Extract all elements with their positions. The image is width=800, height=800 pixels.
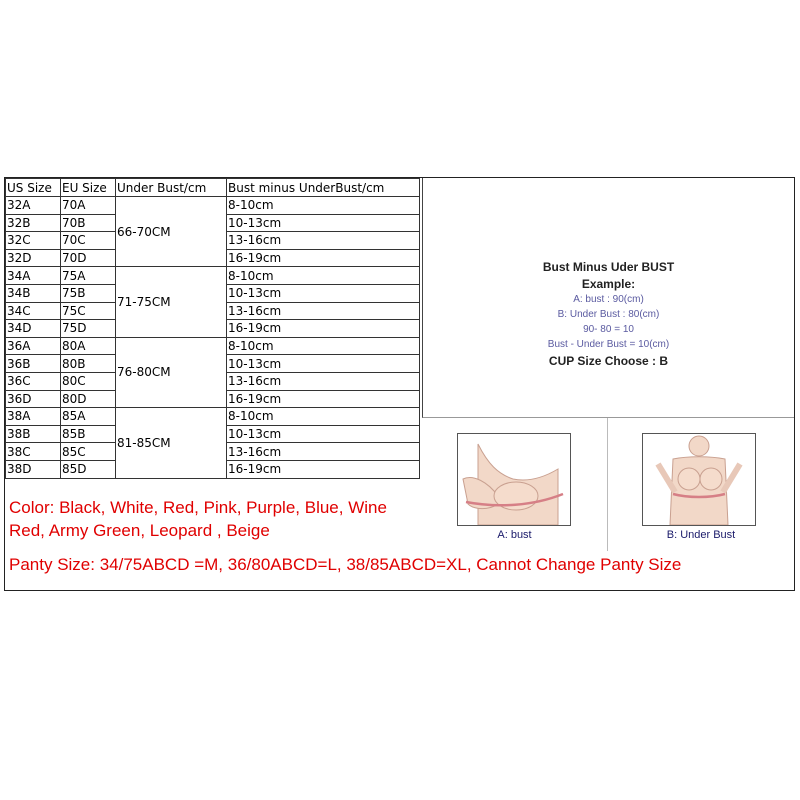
eu-size-cell: 80A [61,337,116,355]
eu-size-cell: 85A [61,408,116,426]
bust-minus-cell: 8-10cm [227,337,420,355]
eu-size-cell: 70C [61,232,116,250]
bust-minus-cell: 8-10cm [227,197,420,215]
bust-minus-cell: 8-10cm [227,408,420,426]
under-bust-cell: 81-85CM [116,408,227,478]
size-table [5,178,420,479]
us-size-cell: 36C [6,372,61,390]
table-row [6,267,420,285]
bust-minus-cell: 16-19cm [227,460,420,478]
size-chart [4,177,795,591]
us-size-cell: 34C [6,302,61,320]
bust-minus-cell: 10-13cm [227,284,420,302]
bust-minus-cell: 8-10cm [227,267,420,285]
eu-size-cell: 80C [61,372,116,390]
us-size-cell: 32D [6,249,61,267]
eu-size-cell: 80B [61,355,116,373]
under-bust-caption: B: Under Bust [666,529,736,541]
bust-illustration-cell [422,418,608,551]
eu-size-cell: 70D [61,249,116,267]
header-bust-minus: Bust minus UnderBust/cm [227,179,420,197]
bust-minus-cell: 16-19cm [227,320,420,338]
under-bust-cell: 76-80CM [116,337,227,407]
header-under-bust: Under Bust/cm [116,179,227,197]
under-bust-illustration [642,433,756,526]
bust-minus-cell: 16-19cm [227,249,420,267]
header-eu-size: EU Size [61,179,116,197]
example-line-diff: Bust - Under Bust = 10(cm) [547,339,670,350]
us-size-cell: 38C [6,443,61,461]
header-us-size: US Size [6,179,61,197]
bust-caption: A: bust [497,529,532,541]
us-size-cell: 38B [6,425,61,443]
bust-minus-cell: 10-13cm [227,214,420,232]
eu-size-cell: 75A [61,267,116,285]
eu-size-cell: 85B [61,425,116,443]
example-title: Bust Minus Uder BUST [542,260,675,274]
example-choose: CUP Size Choose : B [548,354,669,368]
us-size-cell: 34D [6,320,61,338]
bust-minus-cell: 13-16cm [227,232,420,250]
eu-size-cell: 70B [61,214,116,232]
under-bust-cell: 71-75CM [116,267,227,337]
eu-size-cell: 75B [61,284,116,302]
us-size-cell: 32B [6,214,61,232]
bust-minus-cell: 10-13cm [227,355,420,373]
us-size-cell: 32A [6,197,61,215]
table-body [6,197,420,479]
bust-illustration [457,433,571,526]
us-size-cell: 36B [6,355,61,373]
eu-size-cell: 85D [61,460,116,478]
eu-size-cell: 75D [61,320,116,338]
eu-size-cell: 85C [61,443,116,461]
table-row [6,408,420,426]
bust-minus-cell: 13-16cm [227,443,420,461]
under-bust-cell: 66-70CM [116,197,227,267]
us-size-cell: 36A [6,337,61,355]
panty-size-text: Panty Size: 34/75ABCD =M, 36/80ABCD=L, 38/85ABCD=XL, Cannot Change Panty Size [9,555,682,574]
us-size-cell: 34A [6,267,61,285]
table-row [6,197,420,215]
example-line-b: B: Under Bust : 80(cm) [557,309,660,320]
bust-minus-cell: 13-16cm [227,302,420,320]
colors-text: Color: Black, White, Red, Pink, Purple, Blue, Wine Red, Army Green, Leopard , Beige [9,498,387,540]
eu-size-cell: 75C [61,302,116,320]
us-size-cell: 34B [6,284,61,302]
eu-size-cell: 80D [61,390,116,408]
bust-minus-cell: 13-16cm [227,372,420,390]
bust-minus-cell: 10-13cm [227,425,420,443]
us-size-cell: 36D [6,390,61,408]
example-panel [422,178,794,418]
under-bust-illustration-cell [608,418,794,551]
us-size-cell: 38D [6,460,61,478]
table-header-row [6,179,420,197]
table-row [6,337,420,355]
example-line-calc: 90- 80 = 10 [583,324,634,335]
us-size-cell: 38A [6,408,61,426]
us-size-cell: 32C [6,232,61,250]
example-subtitle: Example: [581,277,636,291]
example-line-a: A: bust : 90(cm) [573,294,644,305]
eu-size-cell: 70A [61,197,116,215]
bust-minus-cell: 16-19cm [227,390,420,408]
